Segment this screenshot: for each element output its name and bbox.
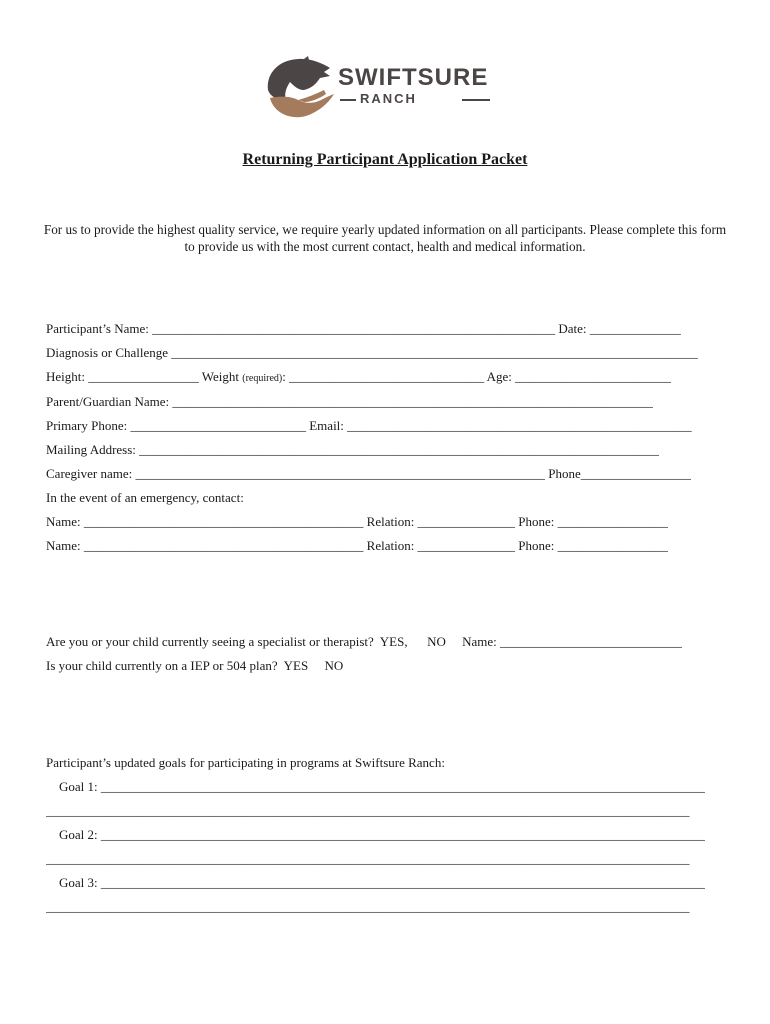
goal-3-continuation-line[interactable]: ___________________________________________________________________________________________________ [46,899,690,914]
logo-brand-text: SWIFTSURE [338,64,489,91]
iep-question[interactable]: Is your child currently on a IEP or 504 plan? YES NO [46,658,344,673]
goal-2-continuation-line[interactable]: ___________________________________________________________________________________________________ [46,851,690,866]
guardian-name-field[interactable]: Parent/Guardian Name: __________________________________________________________________________ [46,394,654,409]
diagnosis-field[interactable]: Diagnosis or Challenge _________________________________________________________________________________ [46,345,698,360]
logo-dash-left [340,99,356,101]
weight-age-label: : ______________________________ Age: ________________________ [282,369,672,384]
goals-label: Participant’s updated goals for participating in programs at Swiftsure Ranch: [46,755,445,770]
emergency-contact-2-field[interactable]: Name: ___________________________________________ Relation: _______________ Phone: _________________ [46,538,669,553]
specialist-question[interactable]: Are you or your child currently seeing a specialist or therapist? YES, NO Name: ____________________________ [46,634,683,649]
participant-name-field[interactable]: Participant’s Name: ______________________________________________________________ Date: ______________ [46,321,681,336]
height-weight-label: Height: _________________ Weight [46,369,243,384]
mailing-address-field[interactable]: Mailing Address: ________________________________________________________________________________ [46,442,660,457]
weight-required-note: (required) [242,373,283,384]
caregiver-field[interactable]: Caregiver name: _______________________________________________________________ Phone_________________ [46,466,692,481]
goal-1-continuation-line[interactable]: ___________________________________________________________________________________________________ [46,803,690,818]
phone-email-field[interactable]: Primary Phone: ___________________________ Email: _____________________________________________________ [46,418,692,433]
emergency-contact-1-field[interactable]: Name: ___________________________________________ Relation: _______________ Phone: _________________ [46,514,669,529]
horse-hand-emblem-icon [264,54,336,122]
goal-1-field[interactable]: Goal 1: _____________________________________________________________________________________________ [46,779,706,794]
intro-paragraph: For us to provide the highest quality service, we require yearly updated information on all participants. Please complete this form to provide us with the most current contact, health and medical information. [43,222,727,254]
logo-dash-right [462,99,490,101]
swiftsure-ranch-logo [264,54,514,122]
goal-3-field[interactable]: Goal 3: _____________________________________________________________________________________________ [46,875,706,890]
logo-sub-text: RANCH [360,91,417,106]
height-weight-age-field[interactable] [46,369,671,387]
goal-2-field[interactable]: Goal 2: _____________________________________________________________________________________________ [46,827,706,842]
emergency-contact-label: In the event of an emergency, contact: [46,490,244,505]
page-title: Returning Participant Application Packet [242,151,528,168]
